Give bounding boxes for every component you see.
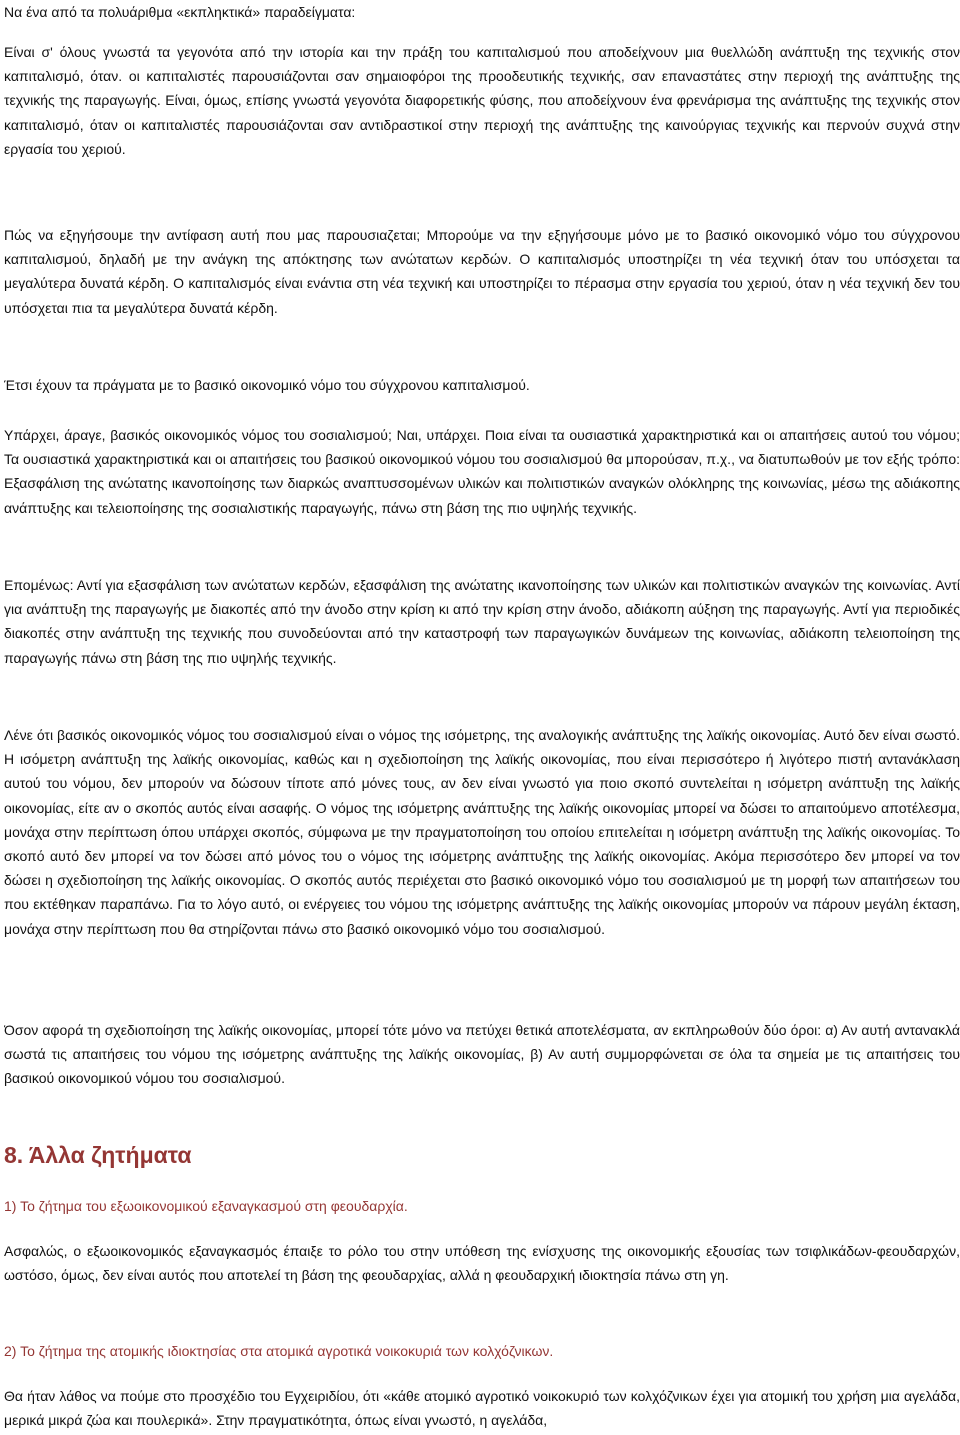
document-page bbox=[4, 0, 960, 1435]
paragraph-6: Λένε ότι βασικός οικονομικός νόμος του σοσιαλισμού είναι ο νόμος της ισόμετρης, της αναλογικής ανάπτυξης της λαϊκής οικονομίας. Αυτό δεν είναι σωστό. Η ισόμετρη ανάπτυξη της λαϊκής οικονομίας, καθώς και η σχεδιοποίηση της λαϊκής οικονομίας, που είναι περισσότερο ή λιγότερο πιστή αντανάκλαση αυτού του νόμου, δεν μπορούν να δώσουν τίποτε από μόνες τους, αν δεν είναι γνωστό για ποιο σκοπό συντελείται η ισόμετρη ανάπτυξη της λαϊκής οικονομίας, είτε αν ο σκοπός αυτός είναι ασαφής. Ο νόμος της ισόμετρης ανάπτυξης της λαϊκής οικονομίας μπορεί να δώσει το απαιτούμενο αποτέλεσμα, μονάχα στην περίπτωση όπου υπάρχει σκοπός, σύμφωνα με την πραγματοποίηση του οποίου επιτελείται η ισόμετρη ανάπτυξη της λαϊκής οικονομίας. Το σκοπό αυτό δεν μπορεί να τον δώσει από μόνος του ο νόμος της ισόμετρης ανάπτυξης της λαϊκής οικονομίας. Ακόμα περισσότερο δεν μπορεί να τον δώσει η σχεδιοποίηση της λαϊκής οικονομίας. Ο σκοπός αυτός περιέχεται στο βασικό οικονομικό νόμο του σοσιαλισμού με τη μορφή των απαιτήσεων του που εκτέθηκαν παραπάνω. Για το λόγο αυτό, οι ενέργειες του νόμου της ισόμετρης ανάπτυξης της λαϊκής οικονομίας μπορούν να πάρουν μεγάλη έκταση, μονάχα στην περίπτωση που θα στηρίζονται πάνω στο βασικό οικονομικό νόμο του σοσιαλισμού. bbox=[4, 727, 960, 937]
subsection-2-text: Θα ήταν λάθος να πούμε στο προσχέδιο του Εγχειριδίου, ότι «κάθε ατομικό αγροτικό νοικοκυριό των κολχόζνικων έχει για ατομική του χρήση μια αγελάδα, μερικά μικρά ζώα και πουλερικά». Στην πραγματικότητα, όπως είναι γνωστό, η αγελάδα, bbox=[4, 1388, 960, 1429]
section-heading: 8. Άλλα ζητήματα bbox=[4, 1142, 192, 1168]
subsection-1-text: Ασφαλώς, ο εξωοικονομικός εξαναγκασμός έπαιξε το ρόλο του στην υπόθεση της ενίσχυσης της οικονομικής εξουσίας των τσιφλικάδων-φεουδαρχών, ωστόσο, όμως, δεν είναι αυτός που αποτελεί τη βάση της φεουδαρχίας, αλλά η φεουδαρχική ιδιοκτησία πάνω στη γη. bbox=[4, 1243, 960, 1284]
paragraph-5: Επομένως: Αντί για εξασφάλιση των ανώτατων κερδών, εξασφάλιση της ανώτατης ικανοποίησης των υλικών και πολιτιστικών αναγκών της κοινωνίας. Αντί για ανάπτυξη της παραγωγής με διακοπές από την άνοδο στην κρίση κι από την κρίση στην άνοδο, αδιάκοπη αύξηση της παραγωγής. Αντί για περιοδικές διακοπές στην ανάπτυξη της τεχνικής που συνοδεύονται από την καταστροφή των παραγωγικών δυνάμεων της κοινωνίας, αδιάκοπη τελειοποίηση της παραγωγής πάνω στη βάση της πιο υψηλής τεχνικής. bbox=[4, 577, 960, 666]
paragraph-4: Υπάρχει, άραγε, βασικός οικονομικός νόμος του σοσιαλισμού; Ναι, υπάρχει. Ποια είναι τα ουσιαστικά χαρακτηριστικά και οι απαιτήσεις αυτού του νόμου; Τα ουσιαστικά χαρακτηριστικά και οι απαιτήσεις του βασικού οικονομικού νόμου του σοσιαλισμού θα μπορούσαν, π.χ., να διατυπωθούν με τον εξής τρόπο: Εξασφάλιση της ανώτατης ικανοποίησης των διαρκώς αναπτυσσομένων υλικών και πολιτιστικών αναγκών ολόκληρης της κοινωνίας, μέσω της αδιάκοπης ανάπτυξης και τελειοποίησης της σοσιαλιστικής παραγωγής, πάνω στη βάση της πιο υψηλής τεχνικής. bbox=[4, 427, 960, 516]
paragraph-3: Έτσι έχουν τα πράγματα με το βασικό οικονομικό νόμο του σύγχρονου καπιταλισμού. bbox=[4, 377, 530, 393]
paragraph-1: Είναι σ' όλους γνωστά τα γεγονότα από την ιστορία και την πράξη του καπιταλισμού που αποδείχνουν μια θυελλώδη ανάπτυξη της τεχνικής στον καπιταλισμό, όταν. οι καπιταλιστές παρουσιάζονται σαν σημαιοφόροι της προοδευτικής τεχνικής, σαν επαναστάτες στην περιοχή της ανάπτυξης της τεχνικής της παραγωγής. Είναι, όμως, επίσης γνωστά γεγονότα διαφορετικής φύσης, που αποδείχνουν ένα φρενάρισμα της ανάπτυξης της τεχνικής στον καπιταλισμό, όταν οι καπιταλιστές παρουσιάζονται σαν αντιδραστικοί στην περιοχή της ανάπτυξης της καινούργιας τεχνικής και περνούν συχνά στην εργασία του χεριού. bbox=[4, 44, 960, 157]
intro-line: Να ένα από τα πολυάριθμα «εκπληκτικά» παραδείγματα: bbox=[4, 4, 356, 20]
subsection-1-heading: 1) Το ζήτημα του εξωοικονομικού εξαναγκασμού στη φεουδαρχία. bbox=[4, 1198, 408, 1214]
paragraph-7: Όσον αφορά τη σχεδιοποίηση της λαϊκής οικονομίας, μπορεί τότε μόνο να πετύχει θετικά αποτελέσματα, αν εκπληρωθούν δύο όροι: α) Αν αυτή αντανακλά σωστά τις απαιτήσεις του νόμου της ισόμετρης ανάπτυξης της λαϊκής οικονομίας, β) Αν αυτή συμμορφώνεται σε όλα τα σημεία με τις απαιτήσεις του βασικού οικονομικού νόμου του σοσιαλισμού. bbox=[4, 1022, 960, 1087]
subsection-2-heading: 2) Το ζήτημα της ατομικής ιδιοκτησίας στα ατομικά αγροτικά νοικοκυριά των κολχόζνικων. bbox=[4, 1343, 554, 1359]
paragraph-2: Πώς να εξηγήσουμε την αντίφαση αυτή που μας παρουσιαζεται; Μπορούμε να την εξηγήσουμε μόνο με το βασικό οικονομικό νόμο του σύγχρονου καπιταλισμού, δηλαδή με την ανάγκη της απόκτησης των ανώτατων κερδών. Ο καπιταλισμός υποστηρίζει τη νέα τεχνική όταν του υπόσχεται τα μεγαλύτερα δυνατά κέρδη. Ο καπιταλισμός είναι ενάντια στη νέα τεχνική και υποστηρίζει το πέρασμα στην εργασία του χεριού, όταν η νέα τεχνική δεν του υπόσχεται πια τα μεγαλύτερα δυνατά κέρδη. bbox=[4, 227, 960, 316]
